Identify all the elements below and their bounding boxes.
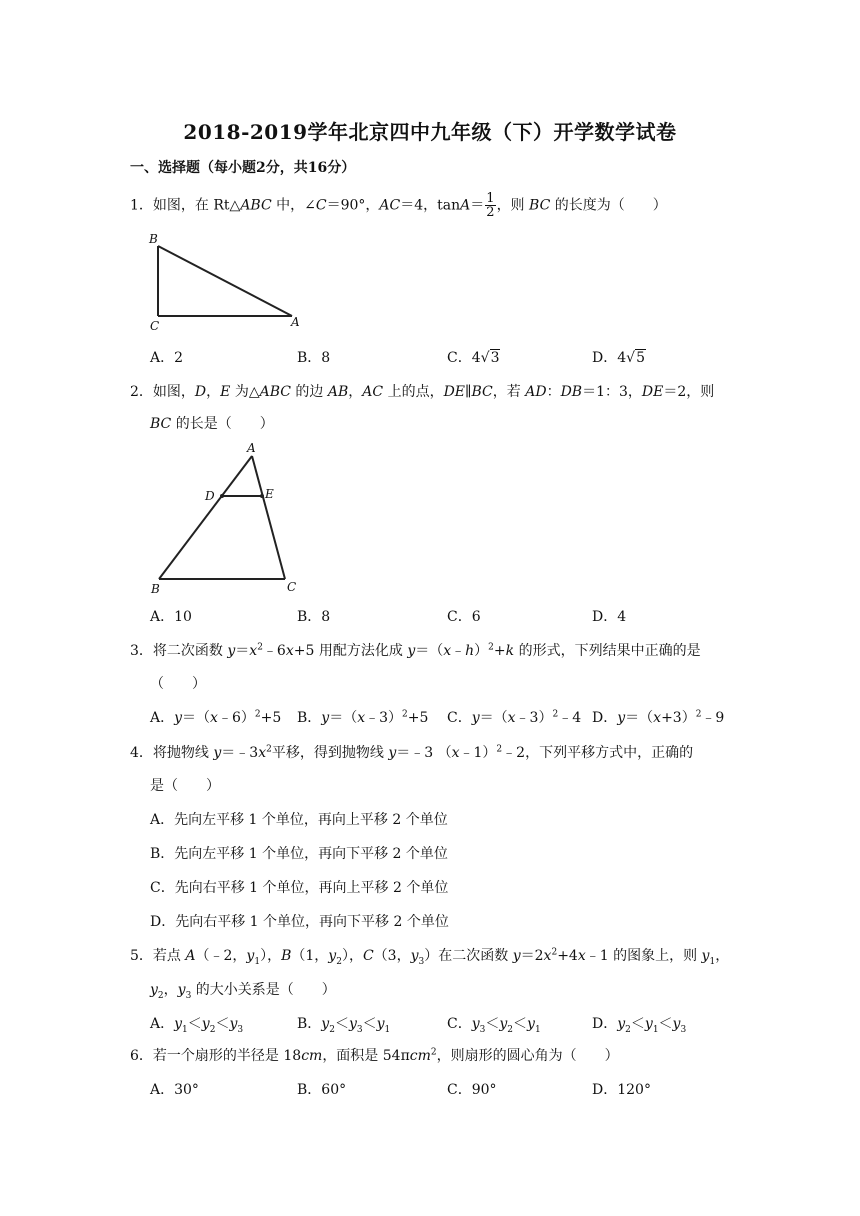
page-title: 2018-2019学年北京四中九年级（下）开学数学试卷	[183, 120, 677, 144]
q5-option-b: B．$y_2<y_3<y_1$	[297, 1016, 391, 1035]
q5-option-d: D．$y_2<y_1<y_3$	[592, 1016, 687, 1035]
vertex-label-b: B	[151, 582, 160, 596]
triangle-side-ac	[252, 456, 285, 579]
question-2-stem-line-1: 2．如图，D，E 为△ABC 的边 AB，AC 上的点，DE∥BC，若 AD：DB＝1：3，DE＝2，则	[130, 384, 715, 400]
q2-option-d: D．4	[592, 609, 627, 625]
q2-option-c: C．6	[447, 609, 481, 625]
question-4-stem-line-2: 是（ ）	[150, 778, 220, 794]
q6-option-b: B．60°	[297, 1082, 347, 1098]
vertex-label-b: B	[149, 232, 158, 246]
q3-option-a: A．y＝（x﹣6）$^2$+5	[150, 709, 282, 726]
question-1-stem: 1．如图，在 Rt△ABC 中，∠C＝90°，AC＝4，tanA＝ $\frac{1}{2}$ ，则 BC 的长度为（ ）	[130, 191, 667, 220]
q6-option-c: C．90°	[447, 1082, 497, 1098]
question-5-stem-line-2: $y_2$，$y_3$ 的大小关系是（ ）	[150, 982, 336, 1001]
fraction-one-half: $\frac{1}{2}$	[486, 191, 495, 220]
question-3-stem-line-1: 3．将二次函数 $y=x^2﹣6x+5$ 用配方法化成 y＝（x﹣h）$^2$+k 的形式，下列结果中正确的是	[130, 642, 701, 659]
q5-option-c: C．$y_3<y_2<y_1$	[447, 1016, 541, 1035]
q5-option-a: A．$y_1<y_2<y_3$	[150, 1016, 244, 1035]
q1-option-a: A．2	[150, 350, 184, 366]
q3-option-c: C．y＝（x﹣3）$^2$﹣4	[447, 709, 582, 726]
q4-option-b: B．先向左平移 1 个单位，再向下平移 2 个单位	[150, 846, 448, 862]
q1-option-c: C．4√3	[447, 350, 500, 366]
question-4-stem-line-1: 4．将抛物线 $y=﹣3x^2$平移，得到抛物线 y＝﹣3 （x﹣1）$^2$﹣2，下列平移方式中，正确的	[130, 744, 694, 761]
q4-option-a: A．先向左平移 1 个单位，再向上平移 2 个单位	[150, 812, 448, 828]
question-5-stem-line-1: 5．若点 A（﹣2，$y_1$），B（1，$y_2$），C（3，$y_3$）在二次函数 $y=2x^2+4x﹣1$ 的图象上，则 $y_1$，	[130, 947, 730, 967]
q1-option-d: D．4√5	[592, 350, 645, 366]
q4-option-c: C．先向右平移 1 个单位，再向上平移 2 个单位	[150, 880, 449, 896]
question-6-stem: 6．若一个扇形的半径是 18cm，面积是 54πcm$^2$，则扇形的圆心角为（ ）	[130, 1047, 619, 1064]
question-3-stem-line-2: （ ）	[150, 676, 206, 692]
vertex-label-a: A	[247, 441, 256, 455]
sqrt-symbol: √5	[626, 350, 645, 366]
q2-option-b: B．8	[297, 609, 331, 625]
point-label-e: E	[265, 487, 274, 501]
triangle-side-ab	[159, 456, 252, 579]
vertex-label-c: C	[287, 580, 297, 594]
q6-option-d: D．120°	[592, 1082, 651, 1098]
section-heading: 一、选择题（每小题2分，共16分）	[130, 160, 356, 176]
point-e-dot	[260, 494, 264, 498]
q3-option-d: D．$y=(x+3)^2﹣9$	[592, 709, 725, 726]
q2-option-a: A．10	[150, 609, 192, 625]
vertex-label-c: C	[150, 319, 160, 333]
point-d-dot	[220, 494, 224, 498]
triangle-side-ab	[158, 246, 292, 316]
point-label-d: D	[205, 489, 215, 503]
sqrt-symbol: √3	[480, 350, 500, 366]
q6-option-a: A．30°	[150, 1082, 199, 1098]
vertex-label-a: A	[291, 315, 300, 329]
q1-option-b: B．8	[297, 350, 331, 366]
question-1-right-triangle-figure	[140, 228, 310, 336]
q3-option-b: B．y＝（x﹣3）$^2$+5	[297, 709, 429, 726]
q4-option-d: D．先向右平移 1 个单位，再向下平移 2 个单位	[150, 914, 449, 930]
question-2-stem-line-2: BC 的长是（ ）	[150, 416, 274, 432]
question-2-triangle-figure	[145, 440, 310, 598]
